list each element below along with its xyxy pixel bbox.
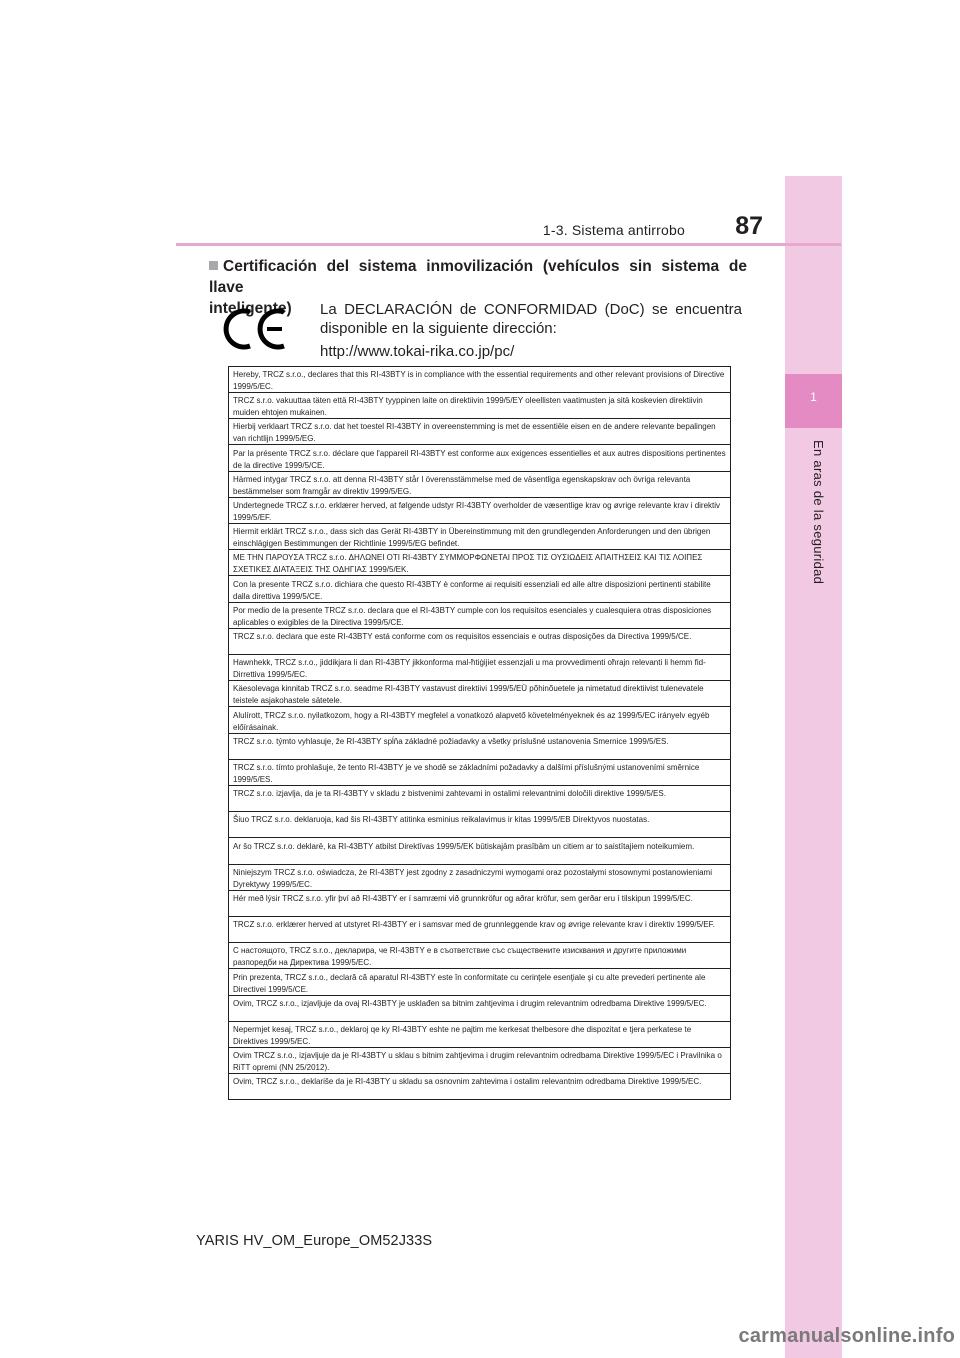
declaration-row [229, 367, 730, 393]
document-footer: YARIS HV_OM_Europe_OM52J33S [196, 1233, 433, 1249]
declaration-text: Ovim, TRCZ s.r.o., deklariše da je RI-43BTY u skladu sa osnovnim zahtevima i ostalim relevantnim odredbama Direktive 1999/5/EC. [233, 1077, 702, 1087]
declaration-row [229, 839, 730, 865]
page-number: 87 [735, 212, 763, 240]
declaration-text: С настоящото, TRCZ s.r.o., декларира, че RI-43BTY е в съответствие със съществените изисквания и другите приложими разпоредби на Директива 1999/5/ЕС. [233, 946, 687, 968]
declaration-text: Undertegnede TRCZ s.r.o. erklærer herved, at følgende udstyr RI-43BTY overholder de væsentlige krav og øvrige relevante krav i direktiv 1999/5/EF. [233, 501, 721, 522]
declaration-text: Härmed intygar TRCZ s.r.o. att denna RI-43BTY står I överensstämmelse med de väsentliga egenskapskrav och övriga relevanta bestämmelser som framgår av direktiv 1999/5/EG. [233, 474, 691, 496]
declaration-row [229, 970, 730, 996]
heading-line-1: Certificación del sistema inmovilización (vehículos sin sistema de llave [209, 258, 747, 296]
declaration-row [229, 524, 730, 550]
declaration-row [229, 629, 730, 655]
heading-bullet-icon [209, 261, 218, 270]
doc-line-1: La DECLARACIÓN de CONFORMIDAD (DoC) se encuentra [320, 301, 742, 318]
declaration-row [229, 446, 730, 472]
declaration-row [229, 550, 730, 576]
declaration-text: Hawnhekk, TRCZ s.r.o., jiddikjara li dan RI-43BTY jikkonforma mal-ħtiġijiet essenzjali u ma provvedimenti oħrajn relevanti li hemm fid-Dirrettiva 1999/5/EC. [233, 658, 706, 680]
declaration-text: Nepermjet kesaj, TRCZ s.r.o., deklaroj qe ky RI-43BTY eshte ne pajtim me kerkesat thelbesore dhe dispozitat e tjera perkatese te Direktives 1999/5/EC. [233, 1025, 692, 1046]
declaration-text: Con la presente TRCZ s.r.o. dichiara che questo RI-43BTY è conforme ai requisiti essenziali ed alle altre disposizioni pertinenti stabilite dalla direttiva 1999/5/CE. [233, 579, 711, 601]
declaration-text: Hiermit erklärt TRCZ s.r.o., dass sich das Gerät RI-43BTY in Übereinstimmung mit den grundlegenden Anforderungen und den übrigen einschlägigen Bestimmungen der Richtlinie 1999/5/EG befindet. [233, 527, 711, 549]
header-rule [176, 243, 841, 246]
doc-availability-note [320, 300, 742, 361]
declaration-row [229, 891, 730, 917]
declaration-text: Par la présente TRCZ s.r.o. déclare que l'appareil RI-43BTY est conforme aux exigences essentielles et aux autres dispositions pertinentes de la directive 1999/5/CE. [233, 448, 726, 470]
ce-mark-icon [220, 306, 290, 352]
declaration-row [229, 734, 730, 760]
doc-url: http://www.tokai-rika.co.jp/pc/ [320, 343, 515, 360]
declaration-text: Prin prezenta, TRCZ s.r.o., declară că aparatul RI-43BTY este în conformitate cu cerinţele esenţiale şi cu alte prevederi pertinente ale Directivei 1999/5/CE. [233, 972, 706, 994]
declaration-row [229, 996, 730, 1022]
declaration-row [229, 419, 730, 445]
declaration-row [229, 1074, 730, 1100]
declaration-row [229, 472, 730, 498]
watermark: carmanualsonline.info [738, 1325, 955, 1347]
chapter-label: En aras de la seguridad [811, 440, 826, 585]
declaration-text: Hér með lýsir TRCZ s.r.o. yfir því að RI-43BTY er í samræmi við grunnkröfur og aðrar kröfur, sem gerðar eru í tilskipun 1999/5/EC. [233, 894, 693, 903]
declaration-row [229, 865, 730, 891]
declaration-row [229, 1048, 730, 1074]
declaration-row [229, 708, 730, 734]
chapter-number: 1 [810, 390, 817, 404]
declaration-text: Alulírott, TRCZ s.r.o. nyilatkozom, hogy a RI-43BTY megfelel a vonatkozó alapvető követelményeknek és az 1999/5/EC irányelv egyéb előírásainak. [233, 710, 710, 732]
declaration-text: TRCZ s.r.o. erklærer herved at utstyret RI-43BTY er i samsvar med de grunnleggende krav og øvrige relevante krav i direktiv 1999/5/EF. [233, 920, 715, 930]
declaration-text: Hereby, TRCZ s.r.o., declares that this RI-43BTY is in compliance with the essential requirements and other relevant provisions of Directive 1999/5/EC. [233, 370, 725, 391]
declaration-row [229, 786, 730, 812]
declaration-row [229, 393, 730, 419]
declaration-row [229, 1022, 730, 1048]
declaration-text: Šiuo TRCZ s.r.o. deklaruoja, kad šis RI-43BTY atitinka esminius reikalavimus ir kitas 1999/5/EB Direktyvos nuostatas. [233, 815, 650, 825]
declaration-text: TRCZ s.r.o. týmto vyhlasuje, že RI-43BTY spĺňa základné požiadavky a všetky príslušné ustanovenia Smernice 1999/5/ES. [233, 736, 669, 746]
declaration-text: ΜΕ ΤΗΝ ΠΑΡΟΥΣΑ TRCZ s.r.o. ΔΗΛΩΝΕΙ ΟΤΙ RI-43BTY ΣΥΜΜΟΡΦΩΝΕΤΑΙ ΠΡΟΣ ΤΙΣ ΟΥΣΙΩΔΕΙΣ ΑΠΑΙΤΗΣΕΙΣ ΚΑΙ ΤΙΣ ΛΟΙΠΕΣ ΣΧΕΤΙΚΕΣ ΔΙΑΤΑΞΕΙΣ ΤΗΣ ΟΔΗΓΙΑΣ 1999/5/ΕΚ. [233, 553, 703, 575]
declaration-text: Ar šo TRCZ s.r.o. deklarē, ka RI-43BTY atbilst Direktīvas 1999/5/EK būtiskajām prasībām un citiem ar to saistītajiem noteikumiem. [233, 841, 695, 851]
declaration-text: TRCZ s.r.o. declara que este RI-43BTY está conforme com os requisitos essenciais e outras disposições da Directiva 1999/5/CE. [233, 632, 692, 641]
declaration-text: TRCZ s.r.o. izjavlja, da je ta RI-43BTY v skladu z bistvenimi zahtevami in ostalimi relevantnimi določili direktive 1999/5/ES. [233, 789, 666, 799]
declaration-text: Por medio de la presente TRCZ s.r.o. declara que el RI-43BTY cumple con los requisitos esenciales y cualesquiera otras disposiciones aplicables o exigibles de la Directiva 1999/5/CE. [233, 605, 712, 627]
declaration-text: Hierbij verklaart TRCZ s.r.o. dat het toestel RI-43BTY in overeenstemming is met de essentiële eisen en de andere relevante bepalingen van richtlijn 1999/5/EG. [233, 422, 716, 444]
declaration-row [229, 655, 730, 681]
declarations-table [228, 366, 731, 1100]
heading-line-2: inteligente) [209, 300, 292, 317]
declaration-row [229, 603, 730, 629]
declaration-row [229, 681, 730, 707]
declaration-text: TRCZ s.r.o. tímto prohlašuje, že tento RI-43BTY je ve shodě se základními požadavky a dalšími příslušnými ustanoveními směrnice 1999/5/ES. [233, 763, 700, 784]
declaration-row [229, 498, 730, 524]
declaration-text: Ovim TRCZ s.r.o., izjavljuje da je RI-43BTY u sklau s bitnim zahtjevima i drugim relevantnim odredbama Direktive 1999/5/EC i Pravilnika o RiTT opremi (NN 25/2012). [233, 1051, 722, 1073]
declaration-row [229, 577, 730, 603]
declaration-row [229, 917, 730, 943]
declaration-text: TRCZ s.r.o. vakuuttaa täten että RI-43BTY tyyppinen laite on direktiivin 1999/5/EY oleellisten vaatimusten ja sitä koskevien direktiivin muiden ehtojen mukainen. [233, 396, 703, 418]
declaration-text: Niniejszym TRCZ s.r.o. oświadcza, że RI-43BTY jest zgodny z zasadniczymi wymogami oraz pozostałymi stosownymi postanowieniami Dyrektywy 1999/5/EC. [233, 867, 712, 889]
declaration-row [229, 943, 730, 969]
chapter-side-tab [785, 176, 842, 1358]
declaration-row [229, 760, 730, 786]
declaration-row [229, 812, 730, 838]
declaration-text: Käesolevaga kinnitab TRCZ s.r.o. seadme RI-43BTY vastavust direktiivi 1999/5/EÜ põhinõuetele ja nimetatud direktiivist tulenevatele teistele asjakohastele sätetele. [233, 684, 704, 706]
section-title: 1-3. Sistema antirrobo [542, 222, 685, 238]
declaration-text: Ovim, TRCZ s.r.o., izjavljuje da ovaj RI-43BTY je usklađen sa bitnim zahtjevima i drugim relevantnim odredbama Direktive 1999/5/EC. [233, 998, 707, 1008]
doc-line-2: disponible en la siguiente dirección: [320, 320, 557, 337]
